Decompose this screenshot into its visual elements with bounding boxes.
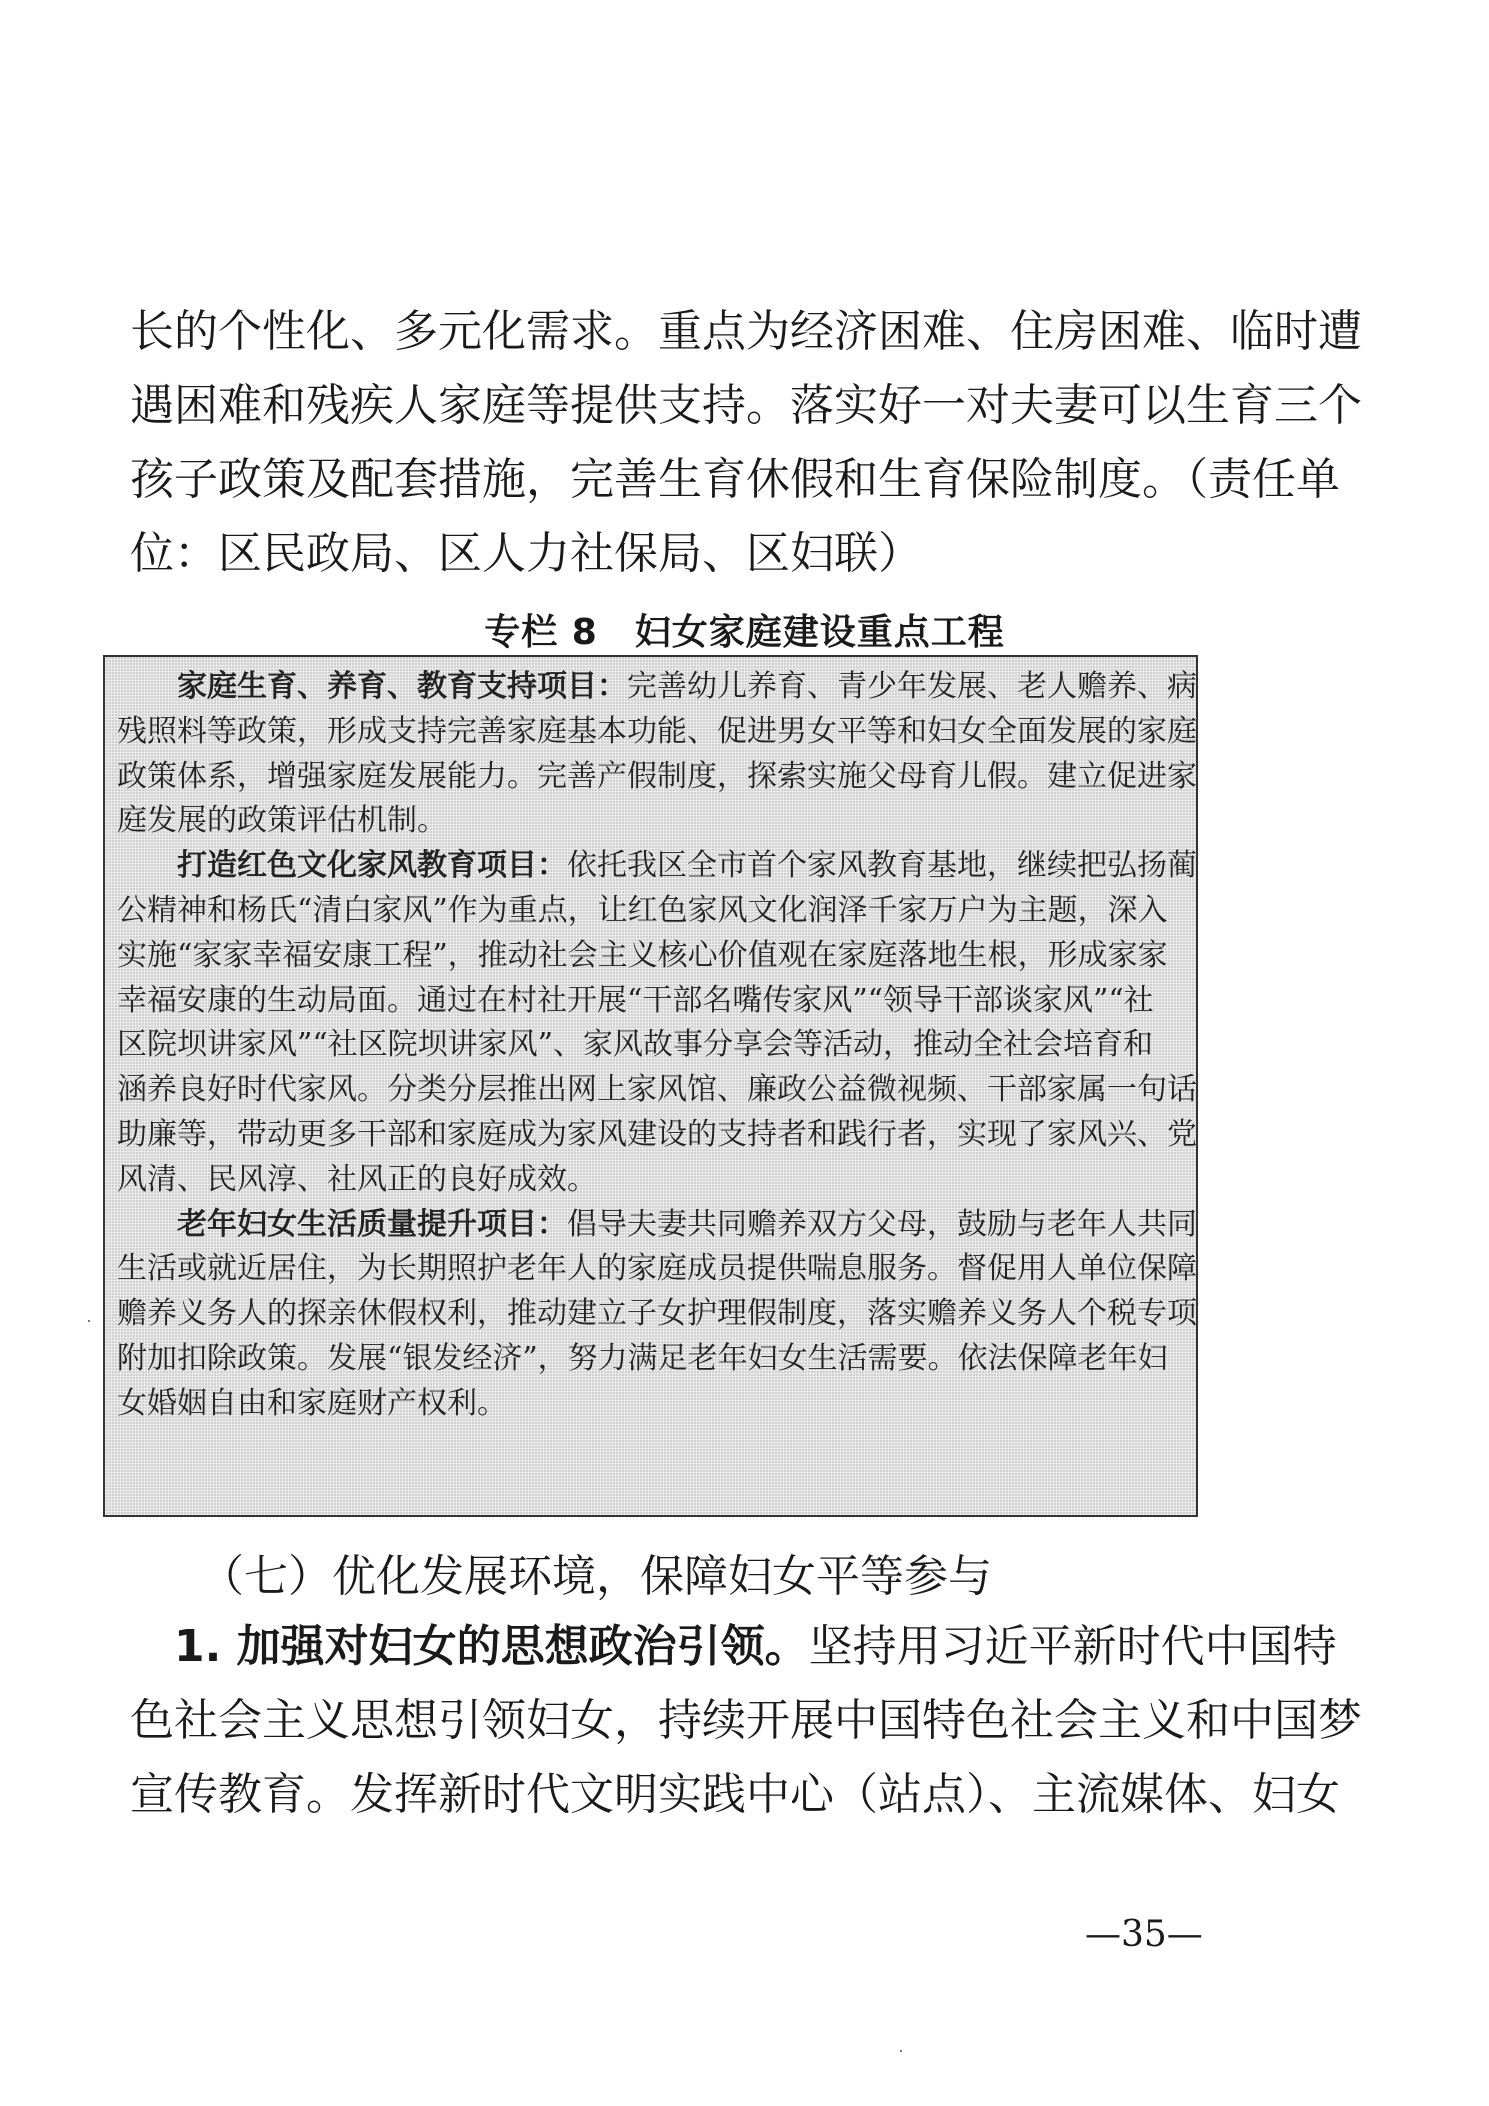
paragraph-line: 色社会主义思想引领妇女，持续开展中国特色社会主义和中国梦 bbox=[130, 1695, 1362, 1746]
box-line: 女婚姻自由和家庭财产权利。 bbox=[117, 1385, 507, 1421]
box-line: 涵养良好时代家风。分类分层推出网上家风馆、廉政公益微视频、干部家属一句话 bbox=[117, 1072, 1197, 1108]
box-line: 生活或就近居住，为长期照护老年人的家庭成员提供喘息服务。督促用人单位保障 bbox=[117, 1251, 1197, 1287]
box-item-first-line bbox=[117, 665, 1197, 710]
subsection-lead: 1. 加强对妇女的思想政治引领。 bbox=[174, 1621, 809, 1672]
paragraph-line: 遇困难和残疾人家庭等提供支持。落实好一对夫妻可以生育三个 bbox=[130, 380, 1362, 431]
box-item-first-line bbox=[117, 1203, 1197, 1248]
paragraph-text: 坚持用习近平新时代中国特 bbox=[808, 1621, 1337, 1672]
box-line: 赡养义务人的探亲休假权利，推动建立子女护理假制度，落实赡养义务人个税专项 bbox=[117, 1296, 1197, 1332]
paragraph-line: 长的个性化、多元化需求。重点为经济困难、住房困难、临时遭 bbox=[130, 306, 1362, 357]
box-line: 庭发展的政策评估机制。 bbox=[117, 803, 447, 839]
box-item-text: 完善幼儿养育、青少年发展、老人赡养、病 bbox=[627, 669, 1197, 704]
box-item-label: 老年妇女生活质量提升项目： bbox=[177, 1206, 567, 1242]
box-line: 风清、民风淳、社风正的良好成效。 bbox=[117, 1161, 597, 1197]
box-line: 残照料等政策，形成支持完善家庭基本功能、促进男女平等和妇女全面发展的家庭 bbox=[117, 713, 1197, 749]
box-line: 区院坝讲家风”“社区院坝讲家风”、家风故事分享会等活动，推动全社会培育和 bbox=[117, 1027, 1154, 1063]
scan-speck bbox=[900, 2050, 902, 2052]
body-paragraph-1 bbox=[130, 295, 1362, 591]
paragraph-first-line bbox=[130, 1610, 1337, 1684]
box-item-text: 倡导夫妻共同赡养双方父母，鼓励与老年人共同 bbox=[567, 1206, 1197, 1242]
box-item-label: 家庭生育、养育、教育支持项目： bbox=[177, 669, 627, 704]
box-line: 幸福安康的生动局面。通过在村社开展“干部名嘴传家风”“领导干部谈家风”“社 bbox=[117, 982, 1154, 1018]
paragraph-line: 孩子政策及配套措施，完善生育休假和生育保险制度。（责任单 bbox=[130, 454, 1340, 505]
box-line: 实施“家家幸福安康工程”，推动社会主义核心价值观在家庭落地生根，形成家家 bbox=[117, 937, 1168, 973]
box-line: 附加扣除政策。发展“银发经济”，努力满足老年妇女生活需要。依法保障老年妇 bbox=[117, 1340, 1168, 1376]
body-paragraph-2 bbox=[130, 1610, 1362, 1832]
box-line: 公精神和杨氏“清白家风”作为重点，让红色家风文化润泽千家万户为主题，深入 bbox=[117, 892, 1168, 928]
paragraph-line: 位：区民政局、区人力社保局、区妇联） bbox=[130, 528, 922, 579]
paragraph-line: 宣传教育。发挥新时代文明实践中心（站点）、主流媒体、妇女 bbox=[130, 1769, 1340, 1820]
box-item-text: 依托我区全市首个家风教育基地，继续把弘扬蔺 bbox=[567, 848, 1197, 884]
box-item-label: 打造红色文化家风教育项目： bbox=[177, 848, 567, 884]
box-line: 助廉等，带动更多干部和家庭成为家风建设的支持者和践行者，实现了家风兴、党 bbox=[117, 1116, 1197, 1152]
feature-box bbox=[103, 655, 1198, 1517]
scan-speck bbox=[88, 1320, 90, 1322]
section-heading: （七）优化发展环境，保障妇女平等参与 bbox=[200, 1551, 992, 1602]
box-line: 政策体系，增强家庭发展能力。完善产假制度，探索实施父母育儿假。建立促进家 bbox=[117, 758, 1197, 794]
box-title: 专栏 8 妇女家庭建设重点工程 bbox=[484, 612, 1005, 653]
box-item-first-line bbox=[117, 844, 1197, 889]
page-number: —35— bbox=[1085, 1914, 1203, 1955]
